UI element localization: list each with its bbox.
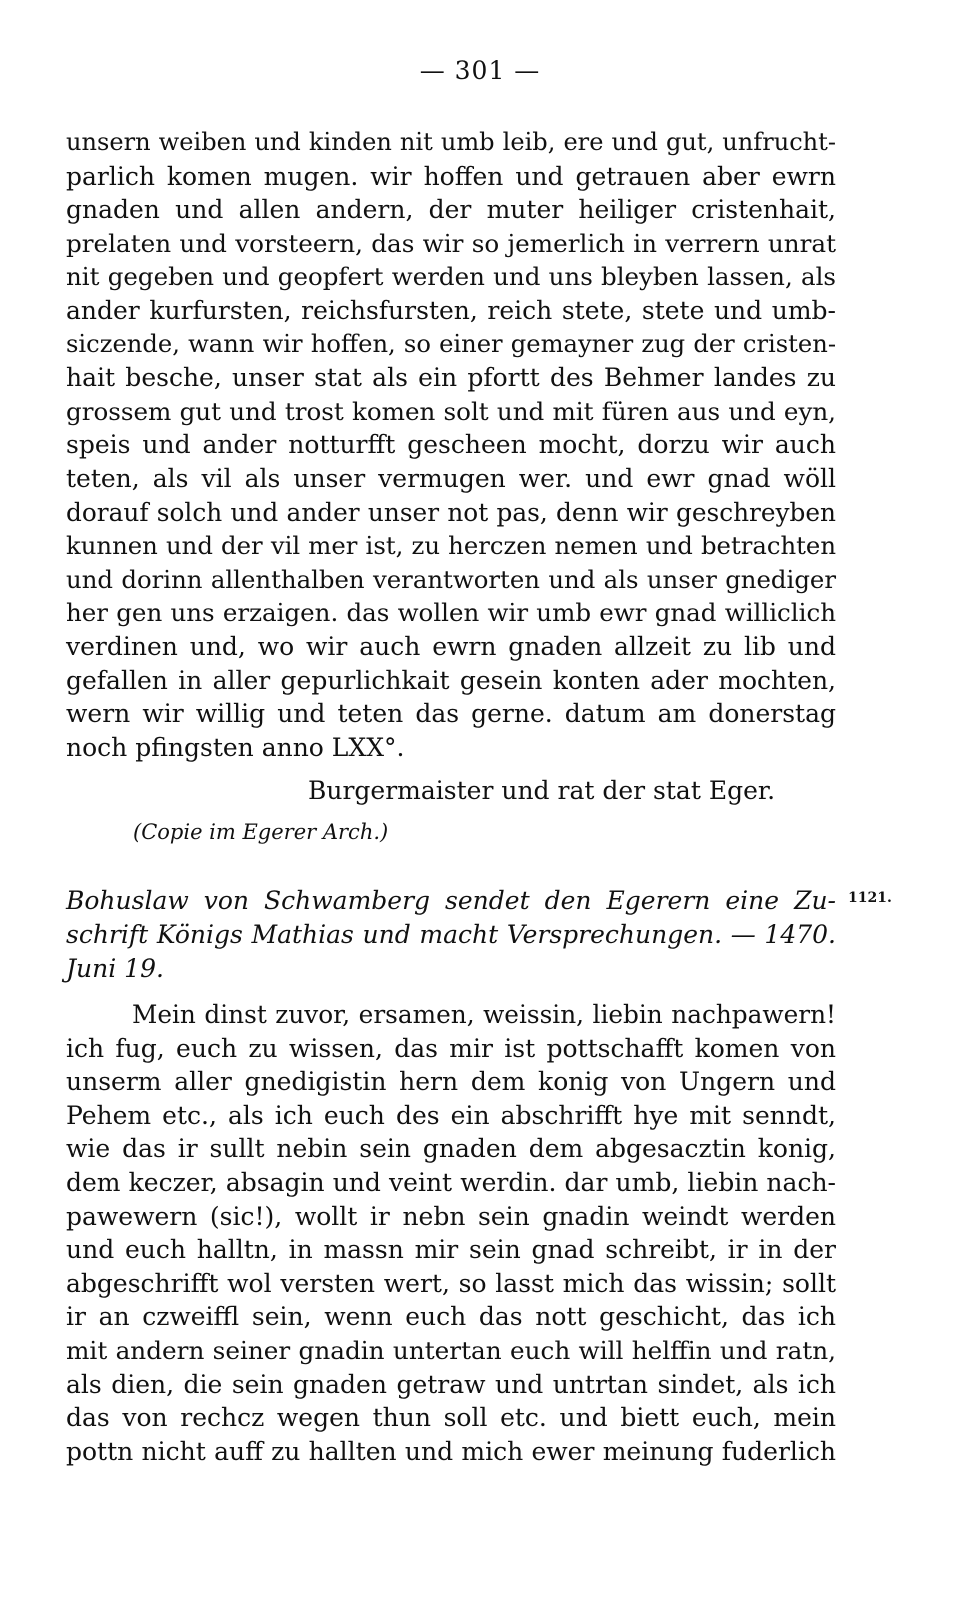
entry-heading [66, 884, 836, 986]
entry-number: 1121. [848, 890, 892, 906]
text-line: gefallen in aller gepurlichkait gesein konten ader mochten, [66, 665, 836, 695]
text-line: her gen uns erzaigen. das wollen wir umb ewr gnad williclich [66, 598, 836, 628]
text-line: unserm aller gnedigistin hern dem konig von Ungern und [66, 1067, 836, 1097]
text-line: ich fug, euch zu wissen, das mir ist pottschafft komen von [66, 1033, 836, 1063]
text-line: teten, als vil als unser vermugen wer. und ewr gnad wöll [66, 463, 836, 493]
text-line: siczende, wann wir hoffen, so einer gemayner zug der cristen- [66, 329, 836, 358]
text-line: gnaden und allen andern, der muter heiliger cristenhait, [66, 195, 836, 225]
text-line: Mein dinst zuvor, ersamen, weissin, liebin nachpawern! [132, 1000, 836, 1029]
source-note: (Copie im Egerer Arch.) [133, 820, 389, 844]
text-line: dorauf solch und ander unser not pas, denn wir geschreyben [66, 497, 836, 527]
letter-signature: Burgermaister und rat der stat Eger. [308, 776, 776, 805]
text-line: ir an czweiffl sein, wenn euch das nott geschicht, das ich [66, 1302, 836, 1332]
heading-line: Juni 19. [66, 954, 164, 983]
heading-line: schrift Königs Mathias und macht Versprechungen. — 1470. [66, 920, 836, 949]
text-line: pawewern (sic!), wollt ir nebn sein gnadin weindt werden [66, 1201, 836, 1231]
text-line: verdinen und, wo wir auch ewrn gnaden allzeit zu lib und [66, 631, 836, 661]
page-number: — 301 — [419, 56, 541, 85]
text-line: prelaten und vorsteern, das wir so jemerlich in verrern unrat [66, 228, 836, 258]
text-line: Pehem etc., als ich euch des ein abschrifft hye mit senndt, [66, 1100, 836, 1130]
text-line: speis und ander notturfft gescheen mocht, dorzu wir auch [66, 430, 836, 460]
text-line: wie das ir sullt nebin sein gnaden dem abgesacztin konig, [66, 1134, 836, 1164]
text-line: ander kurfursten, reichsfursten, reich stete, stete und umb- [66, 295, 836, 325]
text-line: unsern weiben und kinden nit umb leib, ere und gut, unfrucht- [66, 128, 836, 156]
text-line: grossem gut und trost komen solt und mit füren aus und eyn, [66, 396, 836, 426]
text-line: mit andern seiner gnadin untertan euch will helffin und ratn, [66, 1335, 836, 1365]
text-line: und euch halltn, in massn mir sein gnad schreibt, ir in der [66, 1235, 836, 1265]
text-line: hait besche, unser stat als ein pfortt des Behmer landes zu [66, 363, 836, 393]
text-line: abgeschrifft wol versten wert, so lasst mich das wissin; sollt [66, 1268, 836, 1298]
text-line: das von rechcz wegen thun soll etc. und biett euch, mein [66, 1403, 836, 1433]
text-line: kunnen und der vil mer ist, zu herczen nemen und betrachten [66, 531, 836, 561]
text-line: noch pfingsten anno LXX°. [66, 732, 405, 762]
heading-line: Bohuslaw von Schwamberg sendet den Egerern eine Zu- [66, 886, 836, 915]
text-line: parlich komen mugen. wir hoffen und getrauen aber ewrn [66, 161, 836, 191]
text-line: wern wir willig und teten das gerne. datum am donerstag [66, 699, 836, 729]
text-line: dem keczer, absagin und veint werdin. dar umb, liebin nach- [66, 1167, 836, 1197]
text-line: und dorinn allenthalben verantworten und als unser gnediger [66, 564, 836, 594]
text-line: pottn nicht auff zu hallten und mich ewer meinung fuderlich [66, 1436, 836, 1466]
letter-1-text [66, 126, 836, 764]
text-line: nit gegeben und geopfert werden und uns bleyben lassen, als [66, 262, 836, 292]
text-line: als dien, die sein gnaden getraw und untrtan sindet, als ich [66, 1369, 836, 1399]
letter-2-text [66, 998, 836, 1468]
